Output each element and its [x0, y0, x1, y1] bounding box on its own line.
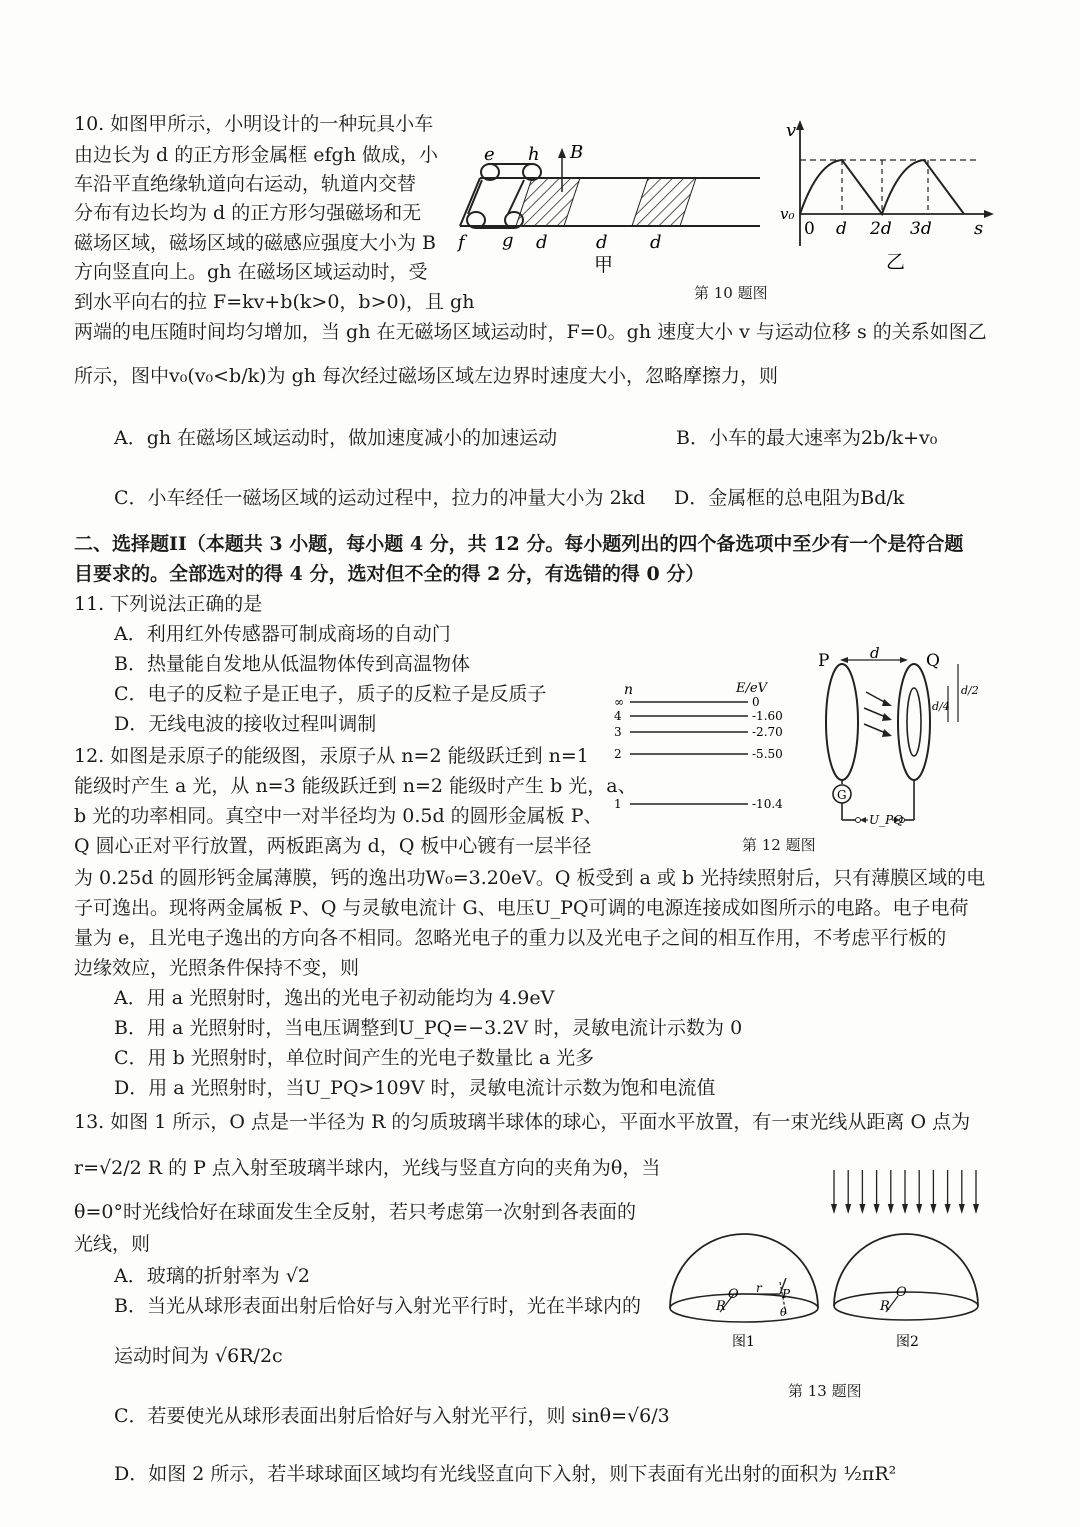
q10-option-b: B．小车的最大速率为2b/k+v₀ — [676, 427, 938, 449]
label-upq: U_PQ — [869, 813, 904, 827]
q12-plates-circuit — [808, 646, 988, 826]
energy-level-value: 0 — [752, 695, 760, 709]
light-ray-arrowhead — [831, 1204, 837, 1214]
q12-option-c: C．用 b 光照射时，单位时间产生的光电子数量比 a 光多 — [114, 1047, 595, 1069]
q10-line-9: 所示，图中v₀(v₀<b/k)为 gh 每次经过磁场区域左边界时速度大小，忽略摩擦力，则 — [74, 365, 779, 387]
q11-option-d: D．无线电波的接收过程叫调制 — [114, 713, 377, 735]
label-f: f — [458, 232, 465, 253]
q13-option-c: C．若要使光从球形表面出射后恰好与入射光平行，则 sinθ=√6/3 — [114, 1405, 670, 1427]
label-e-ev: E/eV — [736, 681, 767, 696]
label-q: Q — [926, 651, 940, 671]
tick-2d: 2d — [870, 219, 892, 239]
energy-level-n: 4 — [614, 709, 622, 723]
q13-option-b-2: 运动时间为 √6R/2c — [114, 1345, 283, 1367]
q12-line-8: 边缘效应，光照条件保持不变，则 — [74, 957, 360, 979]
q12-option-b: B．用 a 光照射时，当电压调整到U_PQ=−3.2V 时，灵敏电流计示数为 0 — [114, 1017, 743, 1039]
fig1-theta: θ — [780, 1306, 787, 1319]
label-yi: 乙 — [886, 251, 906, 273]
q10-figure-graph — [778, 118, 998, 278]
label-b: B — [570, 142, 584, 163]
q12-option-a: A．用 a 光照射时，逸出的光电子初动能均为 4.9eV — [114, 987, 555, 1009]
label-d2: d/2 — [961, 684, 979, 697]
q11-option-c: C．电子的反粒子是正电子，质子的反粒子是反质子 — [114, 683, 547, 705]
energy-level-value: -10.4 — [752, 797, 783, 811]
light-ray-arrowhead — [874, 1204, 880, 1214]
fig2-label: 图2 — [896, 1334, 919, 1350]
q13-option-b-1: B．当光从球形表面出射后恰好与入射光平行时，光在半球内的 — [114, 1295, 641, 1317]
light-ray-arrowhead — [959, 1204, 965, 1214]
fig1-r-small: r — [756, 1281, 762, 1295]
energy-level-n: 2 — [614, 747, 622, 761]
energy-level-value: -1.60 — [752, 709, 783, 723]
fig1-r-big: R — [716, 1299, 726, 1314]
axis-v: v — [786, 120, 797, 141]
section2-heading-2: 目要求的。全部选对的得 4 分，选对但不全的得 2 分，有选错的得 0 分） — [74, 563, 705, 585]
light-ray-arrowhead — [930, 1204, 936, 1214]
q10-line-7: 到水平向右的拉 F=kv+b(k>0，b>0)，且 gh — [74, 291, 475, 313]
q10-caption: 第 10 题图 — [694, 284, 768, 302]
tick-0: 0 — [804, 219, 815, 239]
energy-level-n: 1 — [614, 797, 622, 811]
label-e: e — [484, 144, 495, 165]
label-d1: d — [536, 232, 548, 253]
q12-line-6: 子可逸出。现将两金属板 P、Q 与灵敏电流计 G、电压U_PQ可调的电源连接成如图所示的电路。电子电荷 — [74, 897, 969, 919]
light-ray-arrowhead — [845, 1204, 851, 1214]
q13-line-4: 光线，则 — [74, 1233, 151, 1255]
label-p: P — [818, 651, 830, 671]
q13-option-a: A．玻璃的折射率为 √2 — [114, 1265, 310, 1287]
energy-level-n: ∞ — [614, 695, 624, 709]
q12-line-4: Q 圆心正对平行放置，两板距离为 d，Q 板中心镀有一层半径 — [74, 835, 592, 857]
light-ray-arrowhead — [859, 1204, 865, 1214]
q10-option-a: A．gh 在磁场区域运动时，做加速度减小的加速运动 — [114, 427, 558, 449]
q13-line-1: 13. 如图 1 所示，O 点是一半径为 R 的匀质玻璃半球体的球心，平面水平放置，有一束光线从距离 O 点为 — [74, 1111, 971, 1133]
label-d2: d — [596, 232, 608, 253]
fig2-o: O — [896, 1285, 907, 1300]
fig1-p: P — [782, 1287, 791, 1301]
q12-caption: 第 12 题图 — [742, 836, 816, 854]
light-ray-arrowhead — [945, 1204, 951, 1214]
q13-option-d: D．如图 2 所示，若半球球面区域均有光线竖直向下入射，则下表面有光出射的面积为 ½πR² — [114, 1463, 897, 1485]
q10-line-1: 10. 如图甲所示，小明设计的一种玩具小车 — [74, 113, 434, 135]
label-h: h — [528, 144, 540, 165]
fig1-o: O — [728, 1287, 739, 1302]
q10-figure-track — [452, 138, 772, 278]
q12-option-d: D．用 a 光照射时，当U_PQ>109V 时，灵敏电流计示数为饱和电流值 — [114, 1077, 716, 1099]
q11-stem: 11. 下列说法正确的是 — [74, 593, 263, 615]
axis-s: s — [974, 218, 984, 239]
q11-option-b: B．热量能自发地从低温物体传到高温物体 — [114, 653, 470, 675]
q13-caption: 第 13 题图 — [788, 1382, 862, 1400]
q13-figure — [664, 1166, 994, 1366]
q13-line-3: θ=0°时光线恰好在球面发生全反射，若只考虑第一次射到各表面的 — [74, 1201, 636, 1223]
q13-line-2: r=√2/2 R 的 P 点入射至玻璃半球内，光线与竖直方向的夹角为θ，当 — [74, 1157, 661, 1179]
label-v0: v₀ — [780, 205, 795, 223]
light-ray-arrowhead — [973, 1204, 979, 1214]
q12-line-7: 量为 e，且光电子逸出的方向各不相同。忽略光电子的重力以及光电子之间的相互作用，不考虑平行板的 — [74, 927, 947, 949]
q11-option-a: A．利用红外传感器可制成商场的自动门 — [114, 623, 451, 645]
label-d: d — [870, 644, 880, 662]
tick-d: d — [836, 219, 847, 239]
q12-line-3: b 光的功率相同。真空中一对半径均为 0.5d 的圆形金属板 P、 — [74, 805, 603, 827]
label-g: G — [837, 788, 847, 802]
light-ray-arrowhead — [888, 1204, 894, 1214]
label-d4: d/4 — [932, 700, 950, 713]
q10-line-4: 分布有边长均为 d 的正方形匀强磁场和无 — [74, 202, 422, 224]
light-ray-arrowhead — [916, 1204, 922, 1214]
q12-energy-levels — [612, 680, 792, 820]
q12-line-5: 为 0.25d 的圆形钙金属薄膜，钙的逸出功W₀=3.20eV。Q 板受到 a 或 b 光持续照射后，只有薄膜区域的电 — [74, 867, 986, 889]
fig1-label: 图1 — [732, 1334, 755, 1350]
label-g: g — [502, 230, 514, 251]
q10-line-6: 方向竖直向上。gh 在磁场区域运动时，受 — [74, 261, 428, 283]
q12-line-2: 能级时产生 a 光，从 n=3 能级跃迁到 n=2 能级时产生 b 光，a、 — [74, 775, 637, 797]
label-n: n — [624, 682, 634, 698]
energy-level-n: 3 — [614, 725, 622, 739]
label-d3: d — [650, 232, 662, 253]
q10-option-d: D．金属框的总电阻为Bd/k — [674, 487, 905, 509]
section2-heading-1: 二、选择题II（本题共 3 小题，每小题 4 分，共 12 分。每小题列出的四个备选项中至少有一个是符合题 — [74, 533, 964, 555]
light-ray-arrowhead — [902, 1204, 908, 1214]
label-jia: 甲 — [594, 254, 614, 276]
fig2-r: R — [880, 1299, 890, 1314]
tick-3d: 3d — [910, 219, 932, 239]
energy-level-value: -2.70 — [752, 725, 783, 739]
q10-line-2: 由边长为 d 的正方形金属框 efgh 做成，小 — [74, 144, 438, 166]
q10-line-8: 两端的电压随时间均匀增加，当 gh 在无磁场区域运动时，F=0。gh 速度大小 v 与运动位移 s 的关系如图乙 — [74, 321, 987, 343]
q10-line-3: 车沿平直绝缘轨道向右运动，轨道内交替 — [74, 173, 417, 195]
q10-option-c: C．小车经任一磁场区域的运动过程中，拉力的冲量大小为 2kd — [114, 487, 646, 509]
q10-line-5: 磁场区域，磁场区域的磁感应强度大小为 B — [74, 232, 437, 254]
q12-line-1: 12. 如图是汞原子的能级图，汞原子从 n=2 能级跃迁到 n=1 — [74, 745, 589, 767]
energy-level-value: -5.50 — [752, 747, 783, 761]
